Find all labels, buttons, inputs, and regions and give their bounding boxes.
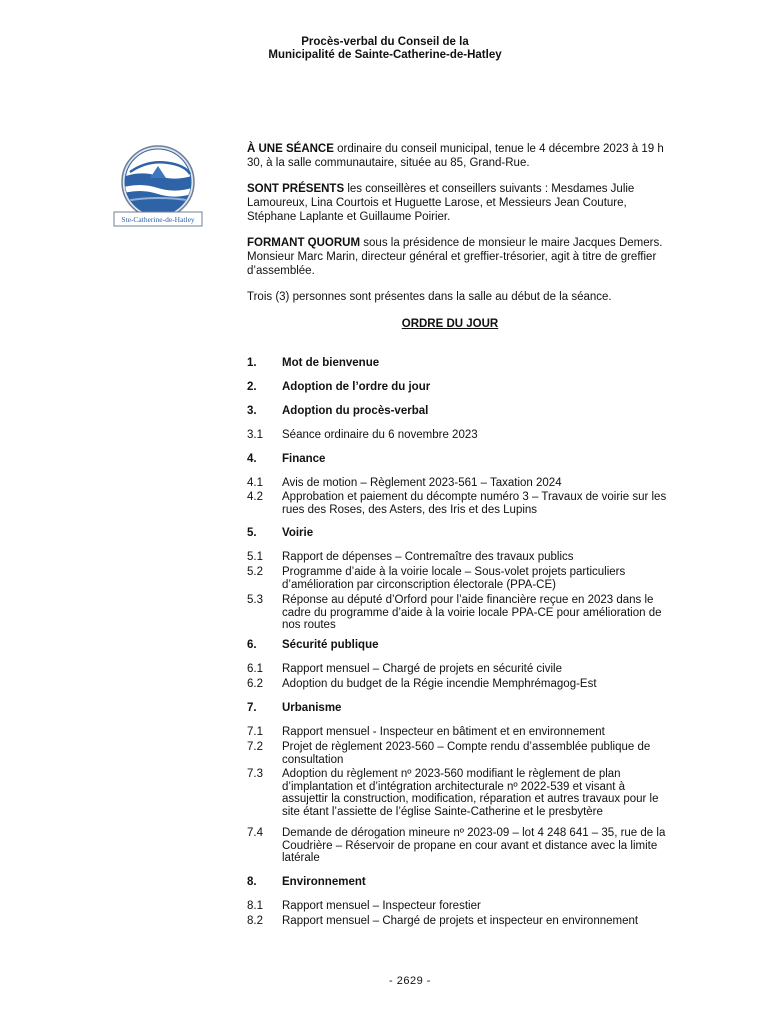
agenda-item-text: Environnement <box>282 876 366 888</box>
agenda-item-number: 5.3 <box>247 594 263 606</box>
agenda-item-text: Mot de bienvenue <box>282 357 380 369</box>
agenda-item-number: 4. <box>247 453 257 465</box>
agenda-item-text: Finance <box>282 453 326 465</box>
intro-paragraph-presents <box>247 182 667 224</box>
agenda-item-number: 7.3 <box>247 768 263 780</box>
agenda-item-text: Projet de règlement 2023-560 – Compte rendu d’assemblée publique de consultation <box>282 741 651 766</box>
agenda-item-text: Séance ordinaire du 6 novembre 2023 <box>282 429 478 441</box>
header-line-2: Municipalité de Sainte-Catherine-de-Hatley <box>268 49 502 61</box>
agenda-item-text: Adoption du budget de la Régie incendie Memphrémagog-Est <box>282 678 597 690</box>
agenda-item-number: 6.2 <box>247 678 263 690</box>
agenda-item-number: 5.2 <box>247 566 263 578</box>
agenda-item-text: Adoption du règlement nº 2023-560 modifiant le règlement de plan d’implantation et d’intégration architecturale nº 2022-539 et visant à assujettir la construction, modification, réparation et autres travaux pour le site étant l’assiette de l’église Sainte-Catherine et le presbytère <box>282 768 659 818</box>
agenda-item-text: Réponse au député d’Orford pour l’aide financière reçue en 2023 dans le cadre du programme d’aide à la voirie locale PPA-CE pour amélioration de nos routes <box>282 594 662 631</box>
agenda-item-number: 6. <box>247 639 257 651</box>
agenda-item-text: Rapport mensuel – Chargé de projets en sécurité civile <box>282 663 562 675</box>
intro-paragraph-quorum <box>247 236 667 278</box>
agenda-item-text: Adoption du procès-verbal <box>282 405 429 417</box>
header-line-1: Procès-verbal du Conseil de la <box>301 36 469 48</box>
agenda-item-text: Rapport de dépenses – Contremaître des travaux publics <box>282 551 574 563</box>
agenda-item-text: Programme d’aide à la voirie locale – Sous-volet projets particuliers d’amélioration par circonscription électorale (PPA-CE) <box>282 566 626 591</box>
agenda-item-number: 4.2 <box>247 491 263 503</box>
agenda-item-number: 7.2 <box>247 741 263 753</box>
agenda-title: ORDRE DU JOUR <box>401 318 499 330</box>
intro-seance-lead: À UNE SÉANCE <box>247 143 334 155</box>
agenda-item-number: 5. <box>247 527 257 539</box>
agenda-item-text: Adoption de l’ordre du jour <box>282 381 431 393</box>
agenda-item-number: 7.4 <box>247 827 263 839</box>
agenda-item-number: 3. <box>247 405 257 417</box>
intro-presents-text: les conseillères et conseillers suivants : Mesdames Julie Lamoureux, Lina Courtois et Huguette Larose, et Messieurs Jean Couture, Stéphane Laplante et Guillaume Poirier. <box>247 183 635 223</box>
intro-paragraph-attendance <box>247 290 667 304</box>
agenda-item-text: Approbation et paiement du décompte numéro 3 – Travaux de voirie sur les rues des Roses, des Asters, des Iris et des Lupins <box>282 491 667 516</box>
municipality-logo <box>110 144 206 232</box>
intro-presents-lead: SONT PRÉSENTS <box>247 183 345 195</box>
agenda-item-text: Sécurité publique <box>282 639 379 651</box>
agenda-item-number: 6.1 <box>247 663 263 675</box>
agenda-item-number: 5.1 <box>247 551 263 563</box>
agenda-item-number: 1. <box>247 357 257 369</box>
agenda-item-number: 7. <box>247 702 257 714</box>
agenda-item-number: 3.1 <box>247 429 263 441</box>
intro-attendance-text: Trois (3) personnes sont présentes dans la salle au début de la séance. <box>247 291 612 303</box>
meeting-intro <box>247 142 667 316</box>
agenda-item-text: Rapport mensuel - Inspecteur en bâtiment et en environnement <box>282 726 605 738</box>
agenda-item-text: Demande de dérogation mineure nº 2023-09 – lot 4 248 641 – 35, rue de la Coudrière – Réservoir de propane en cour avant et distance avec la limite latérale <box>282 827 666 864</box>
intro-quorum-lead: FORMANT QUORUM <box>247 237 361 249</box>
agenda-item-text: Rapport mensuel – Chargé de projets et inspecteur en environnement <box>282 915 639 927</box>
agenda-item-text: Voirie <box>282 527 314 539</box>
document-header <box>0 36 770 62</box>
page-number: - 2629 - <box>389 975 431 987</box>
agenda-item-number: 8.1 <box>247 900 263 912</box>
agenda-item-text: Rapport mensuel – Inspecteur forestier <box>282 900 481 912</box>
agenda-item-number: 8. <box>247 876 257 888</box>
intro-paragraph-seance <box>247 142 667 170</box>
agenda-item-text: Urbanisme <box>282 702 342 714</box>
agenda-item-number: 4.1 <box>247 477 263 489</box>
agenda-item-text: Avis de motion – Règlement 2023-561 – Taxation 2024 <box>282 477 562 489</box>
agenda-item-number: 2. <box>247 381 257 393</box>
intro-seance-text: ordinaire du conseil municipal, tenue le 4 décembre 2023 à 19 h 30, à la salle communautaire, située au 85, Grand-Rue. <box>247 143 664 169</box>
logo-caption: Ste-Catherine-de-Hatley <box>121 215 195 224</box>
agenda-item-number: 7.1 <box>247 726 263 738</box>
agenda-item-number: 8.2 <box>247 915 263 927</box>
intro-quorum-text: sous la présidence de monsieur le maire Jacques Demers. Monsieur Marc Marin, directeur général et greffier-trésorier, agit à titre de greffier d’assemblée. <box>247 237 663 277</box>
